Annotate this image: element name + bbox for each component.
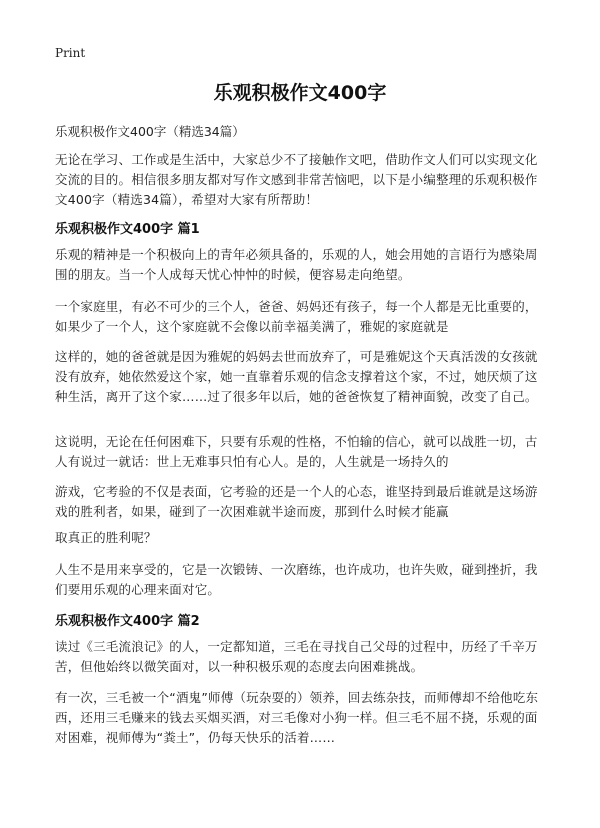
section-2-paragraph-2: 有一次，三毛被一个“酒鬼”师傅（玩杂耍的）领养，回去练杂技，而师傅却不给他吃东西，还用三毛赚来的钱去买烟买酒，对三毛像对小狗一样。但三毛不屈不挠，乐观的面对困难，视师傅为“粪土”，仍每天快乐的活着……	[55, 690, 539, 745]
article-subtitle: 乐观积极作文400字（精选34篇）	[55, 124, 245, 139]
section-heading-1: 乐观积极作文400字 篇1	[55, 222, 200, 237]
print-link[interactable]: Print	[55, 46, 86, 60]
section-1-paragraph-4: 这说明，无论在任何困难下，只要有乐观的性格，不怕输的信心，就可以战胜一切，古人有说过一就话：世上无难事只怕有心人。是的，人生就是一场持久的	[55, 434, 538, 469]
section-1-paragraph-6: 取真正的胜利呢？	[55, 530, 157, 545]
section-heading-2: 乐观积极作文400字 篇2	[55, 614, 200, 629]
section-1-paragraph-5: 游戏，它考验的不仅是表面，它考验的还是一个人的心态，谁坚持到最后谁就是这场游戏的胜利者，如果，碰到了一次困难就半途而废，那到什么时候才能赢	[55, 484, 538, 519]
section-2-paragraph-1: 读过《三毛流浪记》的人，一定都知道，三毛在寻找自己父母的过程中，历经了千辛万苦，但他始终以微笑面对，以一种积极乐观的态度去向困难挑战。	[55, 639, 538, 674]
section-1-paragraph-1: 乐观的精神是一个积极向上的青年必须具备的，乐观的人，她会用她的言语行为感染周围的朋友。当一个人成每天忧心忡忡的时候，便容易走向绝望。	[55, 247, 538, 282]
section-1-paragraph-3: 这样的，她的爸爸就是因为雅妮的妈妈去世而放弃了，可是雅妮这个天真活泼的女孩就没有放弃，她依然爱这个家，她一直靠着乐观的信念支撑着这个家，不过，她厌烦了这种生活，离开了这个家……过了很多年以后，她的爸爸恢复了精神面貌，改变了自己。	[55, 349, 538, 404]
section-1-paragraph-2: 一个家庭里，有必不可少的三个人，爸爸、妈妈还有孩子，每一个人都是无比重要的，如果少了一个人，这个家庭就不会像以前幸福美满了，雅妮的家庭就是	[55, 299, 538, 334]
section-1-paragraph-7: 人生不是用来享受的，它是一次锻铸、一次磨练，也许成功，也许失败，碰到挫折，我们要用乐观的心理来面对它。	[55, 562, 538, 597]
intro-paragraph: 无论在学习、工作或是生活中，大家总少不了接触作文吧，借助作文人们可以实现文化交流的目的。相信很多朋友都对写作文感到非常苦恼吧，以下是小编整理的乐观积极作文400字（精选34篇），希望对大家有所帮助！	[55, 152, 538, 207]
page-title: 乐观积极作文400字	[213, 82, 387, 104]
